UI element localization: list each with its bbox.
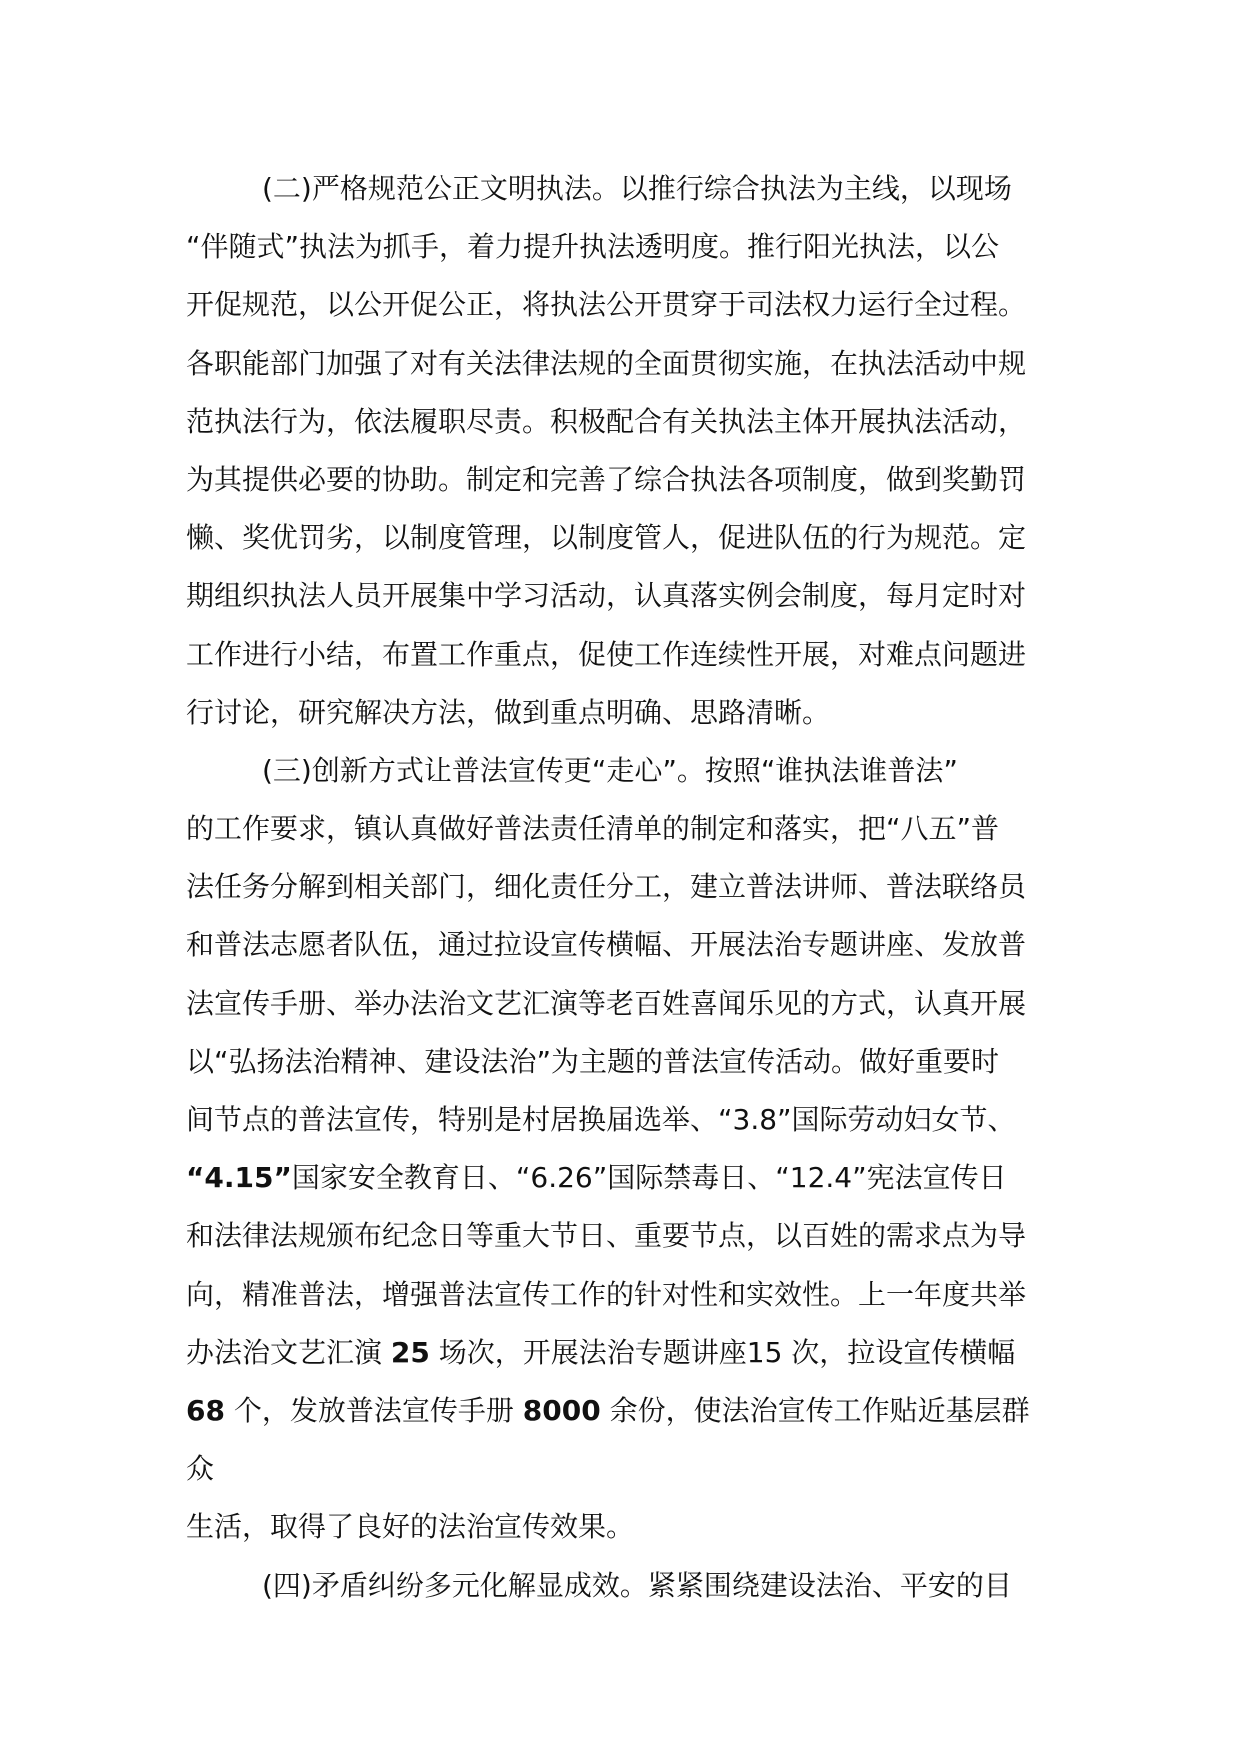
paragraph-3-line-5: 法宣传手册、举办法治文艺汇演等老百姓喜闻乐见的方式，认真开展 bbox=[186, 986, 1027, 1020]
paragraph-2-line-5: 范执法行为，依法履职尽责。积极配合有关执法主体开展执法活动， bbox=[186, 404, 1027, 438]
paragraph-3-line-8-rest: 国家安全教育日、“6.26”国际禁毒日、“12.4”宪法宣传日 bbox=[291, 1161, 1007, 1195]
paragraph-2-line-8: 期组织执法人员开展集中学习活动，认真落实例会制度，每月定时对 bbox=[186, 579, 1027, 613]
paragraph-3-line-7: 间节点的普法宣传，特别是村居换届选举、“3.8”国际劳动妇女节、 bbox=[186, 1103, 1016, 1136]
paragraph-2-line-3: 开促规范，以公开促公正，将执法公开贯穿于司法权力运行全过程。 bbox=[186, 288, 1027, 322]
paragraph-2-line-4: 各职能部门加强了对有关法律法规的全面贯彻实施，在执法活动中规 bbox=[186, 346, 1027, 380]
paragraph-2-line-6: 为其提供必要的协助。制定和完善了综合执法各项制度，做到奖勤罚 bbox=[186, 462, 1027, 496]
paragraph-2-line-1: (二)严格规范公正文明执法。以推行综合执法为主线，以现场 bbox=[262, 172, 1012, 205]
paragraph-3-final-line: 生活，取得了良好的法治宣传效果。 bbox=[186, 1510, 635, 1544]
stat-performances-count: 25 bbox=[390, 1335, 430, 1369]
paragraph-3-line-6: 以“弘扬法治精神、建设法治”为主题的普法宣传活动。做好重要时 bbox=[186, 1044, 1000, 1078]
paragraph-3-line-8 bbox=[186, 1149, 1062, 1207]
stat-handbooks-count: 8000 bbox=[522, 1393, 601, 1427]
paragraph-3-stats-line-2 bbox=[186, 1382, 1062, 1440]
paragraph-3-line-1: (三)创新方式让普法宣传更“走心”。按照“谁执法谁普法” bbox=[262, 753, 958, 787]
stats-text-d: 余份，使法治宣传工作贴近基层群 bbox=[600, 1393, 1030, 1427]
paragraph-2-line-9: 工作进行小结，布置工作重点，促使工作连续性开展，对难点问题进 bbox=[186, 637, 1027, 671]
paragraph-2-line-2: “伴随式”执法为抓手，着力提升执法透明度。推行阳光执法，以公 bbox=[186, 230, 1000, 264]
paragraph-3-line-2: 的工作要求，镇认真做好普法责任清单的制定和落实，把“八五”普 bbox=[186, 812, 1000, 846]
paragraph-3-line-3: 法任务分解到相关部门，细化责任分工，建立普法讲师、普法联络员 bbox=[186, 870, 1027, 904]
date-4-15-bold: “4.15” bbox=[186, 1161, 292, 1195]
paragraph-4-line-1: (四)矛盾纠纷多元化解显成效。紧紧围绕建设法治、平安的目 bbox=[262, 1568, 1012, 1602]
stat-banners-count: 68 bbox=[186, 1393, 225, 1427]
stats-text-c: 个，发放普法宣传手册 bbox=[224, 1393, 523, 1427]
paragraph-2-line-10: 行讨论，研究解决方法，做到重点明确、思路清晰。 bbox=[186, 695, 831, 729]
paragraph-3-stats-line-1 bbox=[186, 1324, 1062, 1382]
paragraph-3-orphan-char: 众 bbox=[186, 1452, 215, 1486]
stats-text-a: 办法治文艺汇演 bbox=[186, 1335, 391, 1369]
paragraph-2-line-7: 懒、奖优罚劣，以制度管理，以制度管人，促进队伍的行为规范。定 bbox=[186, 521, 1027, 555]
paragraph-3-line-9: 和法律法规颁布纪念日等重大节日、重要节点，以百姓的需求点为导 bbox=[186, 1219, 1027, 1253]
stats-text-b: 场次，开展法治专题讲座15 次，拉设宣传横幅 bbox=[429, 1335, 1016, 1369]
paragraph-3-line-4: 和普法志愿者队伍，通过拉设宣传横幅、开展法治专题讲座、发放普 bbox=[186, 928, 1027, 962]
paragraph-3-line-10: 向，精准普法，增强普法宣传工作的针对性和实效性。上一年度共举 bbox=[186, 1277, 1027, 1311]
document-body bbox=[186, 160, 1062, 1615]
